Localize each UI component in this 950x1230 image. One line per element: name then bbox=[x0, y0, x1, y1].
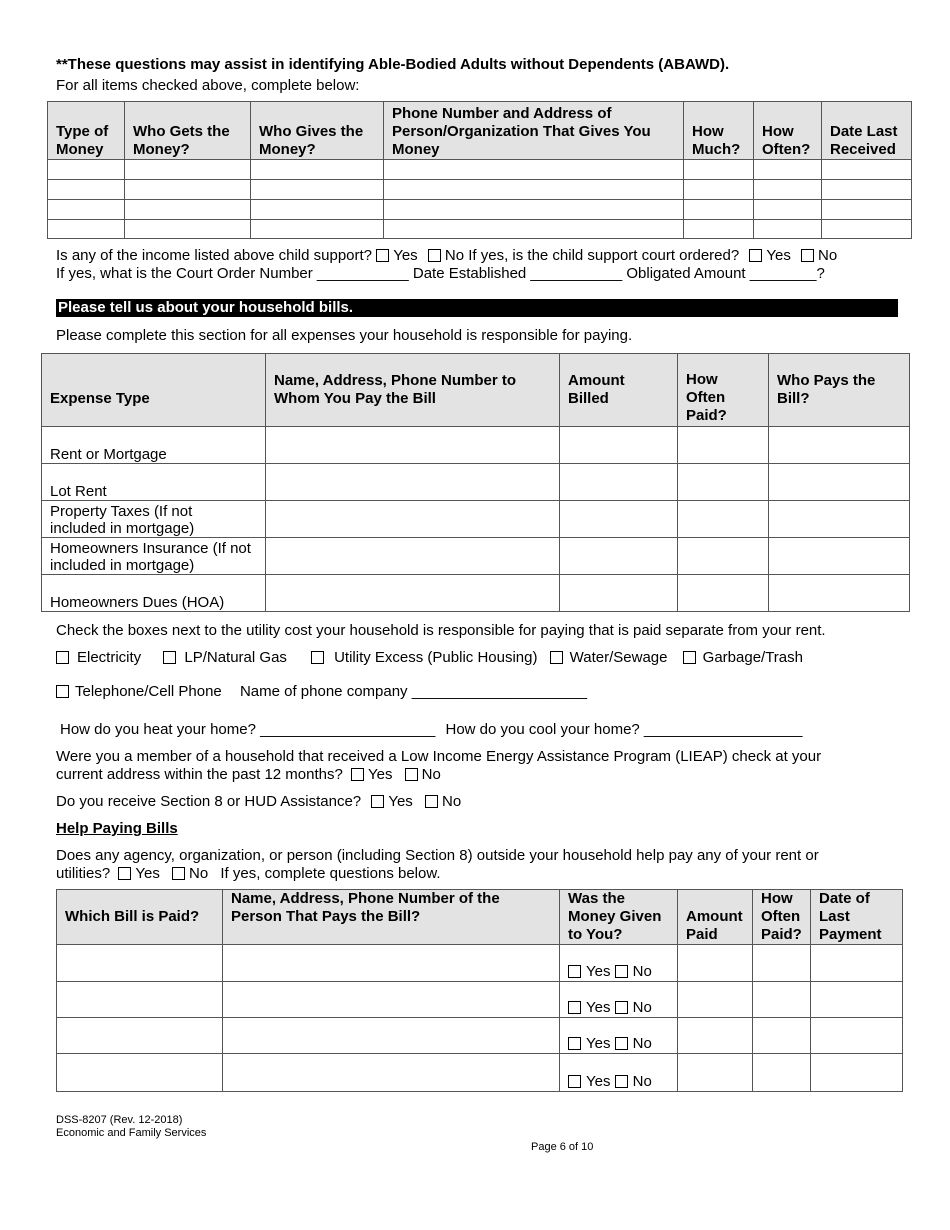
expense-cell[interactable] bbox=[769, 575, 910, 612]
help-cell[interactable] bbox=[811, 1054, 903, 1092]
lieap-question-line2: current address within the past 12 months? bbox=[56, 766, 343, 783]
help-cell[interactable] bbox=[678, 982, 753, 1018]
expense-cell[interactable] bbox=[266, 501, 560, 538]
income-cell[interactable] bbox=[384, 220, 684, 239]
income-cell[interactable] bbox=[684, 220, 754, 239]
help-cell[interactable] bbox=[811, 945, 903, 982]
heat-field[interactable]: How do you heat your home? _____________________ bbox=[60, 721, 436, 738]
help-paying-yes-label: Yes bbox=[135, 865, 160, 882]
help-paying-question-line1: Does any agency, organization, or person (including Section 8) outside your household help pay any of your rent or bbox=[56, 847, 819, 864]
lieap-yes-checkbox[interactable] bbox=[351, 768, 364, 781]
money-given-no-label: No bbox=[632, 999, 652, 1016]
income-header-who-gets: Who Gets the Money? bbox=[125, 102, 251, 160]
income-cell[interactable] bbox=[684, 160, 754, 180]
expense-cell[interactable] bbox=[560, 575, 678, 612]
abawd-instruction: For all items checked above, complete below: bbox=[56, 77, 360, 94]
table-row bbox=[48, 200, 912, 220]
help-cell[interactable] bbox=[753, 982, 811, 1018]
table-row bbox=[57, 982, 903, 1018]
expense-cell[interactable] bbox=[560, 501, 678, 538]
expense-cell[interactable] bbox=[560, 427, 678, 464]
cool-field[interactable]: How do you cool your home? ___________________ bbox=[445, 721, 803, 738]
money-given-yes-checkbox[interactable] bbox=[568, 1037, 581, 1050]
money-given-cell bbox=[560, 1054, 678, 1092]
help-cell[interactable] bbox=[753, 1018, 811, 1054]
expense-cell[interactable] bbox=[266, 464, 560, 501]
table-row bbox=[48, 220, 912, 239]
expense-type-cell: Property Taxes (If not included in mortgage) bbox=[42, 501, 266, 538]
help-table bbox=[56, 889, 903, 1092]
money-given-yes-label: Yes bbox=[586, 999, 611, 1016]
income-cell[interactable] bbox=[684, 180, 754, 200]
income-header-type: Type of Money bbox=[48, 102, 125, 160]
utilities-instruction: Check the boxes next to the utility cost your household is responsible for paying that is paid separate from your rent. bbox=[56, 622, 826, 639]
help-paying-after: If yes, complete questions below. bbox=[220, 865, 441, 882]
table-row bbox=[48, 180, 912, 200]
court-ordered-question: If yes, is the child support court ordered? bbox=[468, 247, 740, 264]
help-paying-no-label: No bbox=[189, 865, 209, 882]
table-row bbox=[48, 160, 912, 180]
expense-header-who-pays: Who Pays the Bill? bbox=[769, 354, 910, 427]
section8-no-checkbox[interactable] bbox=[425, 795, 438, 808]
water-sewage-label: Water/Sewage bbox=[569, 649, 668, 666]
help-paying-no-checkbox[interactable] bbox=[172, 867, 185, 880]
income-cell[interactable] bbox=[384, 160, 684, 180]
table-row bbox=[42, 464, 910, 501]
income-cell[interactable] bbox=[384, 200, 684, 220]
income-table bbox=[47, 101, 912, 239]
expense-cell[interactable] bbox=[678, 575, 769, 612]
help-cell[interactable] bbox=[678, 1018, 753, 1054]
help-cell[interactable] bbox=[57, 1054, 223, 1092]
natural-gas-label: LP/Natural Gas bbox=[184, 649, 287, 666]
income-header-date-last: Date Last Received bbox=[822, 102, 912, 160]
income-cell[interactable] bbox=[48, 160, 125, 180]
help-cell[interactable] bbox=[57, 945, 223, 982]
lieap-no-checkbox[interactable] bbox=[405, 768, 418, 781]
expense-header-type: Expense Type bbox=[42, 354, 266, 427]
income-header-phone-address: Phone Number and Address of Person/Organization That Gives You Money bbox=[384, 102, 684, 160]
child-support-yes-checkbox[interactable] bbox=[376, 249, 389, 262]
child-support-no-label: No bbox=[444, 247, 465, 264]
income-cell[interactable] bbox=[48, 220, 125, 239]
expense-cell[interactable] bbox=[769, 538, 910, 575]
table-row bbox=[57, 1018, 903, 1054]
expense-cell[interactable] bbox=[266, 538, 560, 575]
expense-header-payee: Name, Address, Phone Number to Whom You Pay the Bill bbox=[266, 354, 560, 427]
money-given-yes-checkbox[interactable] bbox=[568, 965, 581, 978]
child-support-yes-label: Yes bbox=[393, 247, 418, 264]
money-given-no-checkbox[interactable] bbox=[615, 1001, 628, 1014]
expense-type-cell: Homeowners Dues (HOA) bbox=[42, 575, 266, 612]
bills-instruction: Please complete this section for all expenses your household is responsible for paying. bbox=[56, 327, 633, 344]
garbage-trash-checkbox[interactable] bbox=[683, 651, 696, 664]
help-header-amount: Amount Paid bbox=[678, 890, 753, 945]
money-given-cell bbox=[560, 982, 678, 1018]
help-cell[interactable] bbox=[57, 982, 223, 1018]
court-ordered-no-label: No bbox=[818, 247, 838, 264]
income-cell[interactable] bbox=[125, 200, 251, 220]
lieap-no-label: No bbox=[421, 766, 441, 783]
help-paying-heading: Help Paying Bills bbox=[56, 820, 178, 837]
income-cell[interactable] bbox=[125, 160, 251, 180]
court-order-details: If yes, what is the Court Order Number ___________ Date Established ___________ Obligated Amount ________? bbox=[56, 265, 825, 282]
water-sewage-checkbox[interactable] bbox=[550, 651, 563, 664]
income-cell[interactable] bbox=[384, 180, 684, 200]
money-given-no-label: No bbox=[632, 963, 652, 980]
expense-cell[interactable] bbox=[678, 427, 769, 464]
table-row bbox=[42, 427, 910, 464]
income-cell[interactable] bbox=[48, 200, 125, 220]
help-cell[interactable] bbox=[811, 982, 903, 1018]
money-given-yes-checkbox[interactable] bbox=[568, 1001, 581, 1014]
lieap-question-line1: Were you a member of a household that received a Low Income Energy Assistance Program (LIEAP) check at your bbox=[56, 748, 822, 765]
table-row bbox=[42, 575, 910, 612]
money-given-no-checkbox[interactable] bbox=[615, 965, 628, 978]
heat-cool-row bbox=[60, 721, 802, 739]
help-cell[interactable] bbox=[678, 1054, 753, 1092]
expense-cell[interactable] bbox=[769, 501, 910, 538]
help-cell[interactable] bbox=[753, 1054, 811, 1092]
expense-header-amount: Amount Billed bbox=[560, 354, 678, 427]
table-row bbox=[42, 538, 910, 575]
expense-cell[interactable] bbox=[678, 464, 769, 501]
money-given-yes-label: Yes bbox=[586, 963, 611, 980]
money-given-yes-label: Yes bbox=[586, 1035, 611, 1052]
expense-cell[interactable] bbox=[769, 464, 910, 501]
lieap-question-row bbox=[56, 766, 441, 784]
natural-gas-checkbox[interactable] bbox=[163, 651, 176, 664]
help-cell[interactable] bbox=[223, 1018, 560, 1054]
money-given-no-label: No bbox=[632, 1073, 652, 1090]
money-given-cell bbox=[560, 1018, 678, 1054]
phone-company-field[interactable]: Name of phone company _____________________ bbox=[239, 683, 587, 700]
table-row bbox=[42, 501, 910, 538]
section8-no-label: No bbox=[441, 793, 462, 810]
garbage-trash-label: Garbage/Trash bbox=[702, 649, 803, 666]
money-given-no-label: No bbox=[632, 1035, 652, 1052]
income-cell[interactable] bbox=[754, 180, 822, 200]
department: Economic and Family Services bbox=[56, 1127, 207, 1139]
section8-question: Do you receive Section 8 or HUD Assistance? bbox=[56, 793, 362, 810]
help-paying-question-row bbox=[56, 865, 441, 883]
income-cell[interactable] bbox=[125, 180, 251, 200]
income-cell[interactable] bbox=[684, 200, 754, 220]
help-cell[interactable] bbox=[223, 945, 560, 982]
abawd-note: **These questions may assist in identifying Able-Bodied Adults without Dependents (ABAWD). bbox=[56, 56, 730, 73]
help-header-how-often: How Often Paid? bbox=[753, 890, 811, 945]
utilities-options-row bbox=[56, 649, 803, 667]
income-cell[interactable] bbox=[251, 220, 384, 239]
help-cell[interactable] bbox=[753, 945, 811, 982]
help-header-which-bill: Which Bill is Paid? bbox=[57, 890, 223, 945]
income-cell[interactable] bbox=[251, 160, 384, 180]
income-cell[interactable] bbox=[754, 160, 822, 180]
income-cell[interactable] bbox=[822, 220, 912, 239]
table-row bbox=[57, 945, 903, 982]
child-support-question-row bbox=[56, 247, 837, 265]
income-cell[interactable] bbox=[251, 180, 384, 200]
telephone-checkbox[interactable] bbox=[56, 685, 69, 698]
lieap-yes-label: Yes bbox=[368, 766, 393, 783]
electricity-checkbox[interactable] bbox=[56, 651, 69, 664]
income-cell[interactable] bbox=[822, 200, 912, 220]
money-given-yes-checkbox[interactable] bbox=[568, 1075, 581, 1088]
utility-excess-checkbox[interactable] bbox=[311, 651, 324, 664]
help-cell[interactable] bbox=[57, 1018, 223, 1054]
expense-cell[interactable] bbox=[266, 575, 560, 612]
help-header-payer: Name, Address, Phone Number of the Person That Pays the Bill? bbox=[223, 890, 560, 945]
expense-cell[interactable] bbox=[266, 427, 560, 464]
income-cell[interactable] bbox=[822, 180, 912, 200]
expense-cell[interactable] bbox=[769, 427, 910, 464]
money-given-yes-label: Yes bbox=[586, 1073, 611, 1090]
income-cell[interactable] bbox=[125, 220, 251, 239]
telephone-label: Telephone/Cell Phone bbox=[75, 683, 222, 700]
section8-row bbox=[56, 793, 461, 811]
section8-yes-label: Yes bbox=[388, 793, 413, 810]
expense-header-how-often: How Often Paid? bbox=[678, 354, 769, 427]
expense-table bbox=[41, 353, 910, 612]
expense-cell[interactable] bbox=[560, 538, 678, 575]
court-ordered-no-checkbox[interactable] bbox=[801, 249, 814, 262]
money-given-no-checkbox[interactable] bbox=[615, 1037, 628, 1050]
court-ordered-yes-label: Yes bbox=[766, 247, 791, 264]
income-header-who-gives: Who Gives the Money? bbox=[251, 102, 384, 160]
income-cell[interactable] bbox=[251, 200, 384, 220]
help-cell[interactable] bbox=[678, 945, 753, 982]
help-header-date-last: Date of Last Payment bbox=[811, 890, 903, 945]
help-paying-question-line2: utilities? bbox=[56, 865, 111, 882]
help-header-money-given: Was the Money Given to You? bbox=[560, 890, 678, 945]
help-cell[interactable] bbox=[811, 1018, 903, 1054]
child-support-question: Is any of the income listed above child support? bbox=[56, 247, 373, 264]
money-given-no-checkbox[interactable] bbox=[615, 1075, 628, 1088]
income-cell[interactable] bbox=[754, 200, 822, 220]
page-number: Page 6 of 10 bbox=[531, 1141, 594, 1153]
expense-type-cell: Homeowners Insurance (If not included in mortgage) bbox=[42, 538, 266, 575]
child-support-no-checkbox[interactable] bbox=[428, 249, 441, 262]
income-header-how-much: How Much? bbox=[684, 102, 754, 160]
income-header-how-often: How Often? bbox=[754, 102, 822, 160]
expense-cell[interactable] bbox=[678, 501, 769, 538]
help-paying-yes-checkbox[interactable] bbox=[118, 867, 131, 880]
expense-type-cell: Lot Rent bbox=[42, 464, 266, 501]
expense-cell[interactable] bbox=[560, 464, 678, 501]
expense-cell[interactable] bbox=[678, 538, 769, 575]
income-cell[interactable] bbox=[754, 220, 822, 239]
income-cell[interactable] bbox=[822, 160, 912, 180]
bills-section-title: Please tell us about your household bills. bbox=[56, 299, 898, 317]
money-given-cell bbox=[560, 945, 678, 982]
utility-excess-label: Utility Excess (Public Housing) bbox=[334, 649, 538, 666]
help-cell[interactable] bbox=[223, 982, 560, 1018]
expense-type-cell: Rent or Mortgage bbox=[42, 427, 266, 464]
court-ordered-yes-checkbox[interactable] bbox=[749, 249, 762, 262]
table-row bbox=[57, 1054, 903, 1092]
telephone-row bbox=[56, 683, 587, 701]
income-cell[interactable] bbox=[48, 180, 125, 200]
form-id: DSS-8207 (Rev. 12-2018) bbox=[56, 1114, 183, 1126]
help-cell[interactable] bbox=[223, 1054, 560, 1092]
section8-yes-checkbox[interactable] bbox=[371, 795, 384, 808]
electricity-label: Electricity bbox=[77, 649, 142, 666]
